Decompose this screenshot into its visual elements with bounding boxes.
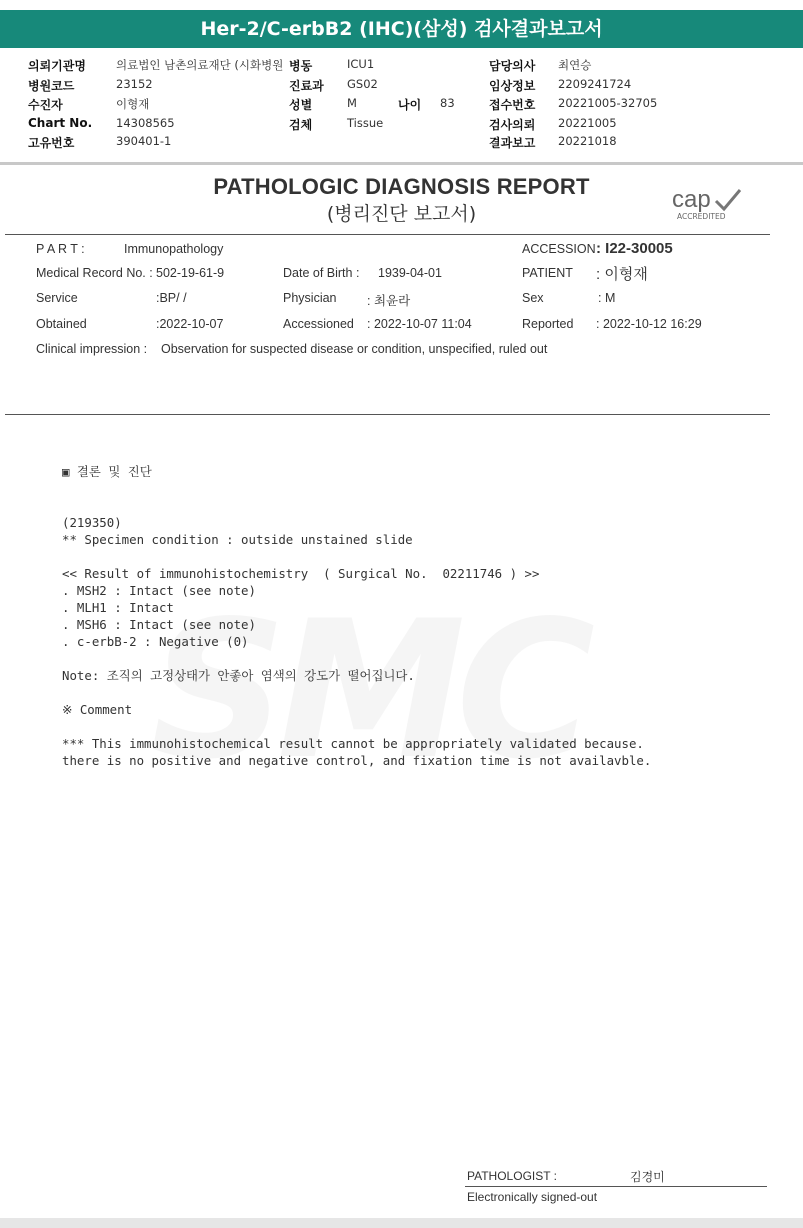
result-heading: << Result of immunohistochemistry ( Surgical No. 02211746 ) >> xyxy=(62,566,540,581)
doctor-label: 담당의사 xyxy=(489,59,536,73)
patient-field-label: PATIENT xyxy=(522,266,573,280)
header-divider xyxy=(0,162,803,165)
chart-no-label: Chart No. xyxy=(28,116,93,130)
unique-no-value: 390401-1 xyxy=(116,134,172,148)
comment-heading: ※ Comment xyxy=(62,702,133,717)
dept-label: 진료과 xyxy=(289,79,324,93)
pathologist-name: 김경미 xyxy=(630,1170,665,1184)
patient-name: 이형재 xyxy=(604,266,648,283)
request-value: 20221005 xyxy=(558,116,617,130)
hospital-code-label: 병원코드 xyxy=(28,79,75,93)
receipt-label: 접수번호 xyxy=(489,98,536,112)
accessioned-value: : 2022-10-07 11:04 xyxy=(367,317,472,331)
institution-label: 의뢰기관명 xyxy=(28,59,86,73)
cap-logo-text: cap xyxy=(672,186,711,213)
doctor-value: 최연승 xyxy=(558,58,592,72)
specimen-condition: ** Specimen condition : outside unstained slide xyxy=(62,532,413,547)
result-msh6: . MSH6 : Intact (see note) xyxy=(62,617,256,632)
service-value: :BP/ / xyxy=(156,291,187,305)
request-label: 검사의뢰 xyxy=(489,118,536,132)
reported-label: Reported xyxy=(522,317,574,331)
clinical-impression-value: Observation for suspected disease or condition, unspecified, ruled out xyxy=(161,342,548,356)
result-cerbb2: . c-erbB-2 : Negative (0) xyxy=(62,634,249,649)
physician-label: Physician xyxy=(283,291,337,305)
diagnosis-body xyxy=(62,446,651,786)
patient-label: 수진자 xyxy=(28,98,63,112)
part-label: P A R T : xyxy=(36,242,85,256)
clinical-info-label: 임상정보 xyxy=(489,79,536,93)
diagnosis-heading: ▣ 결론 및 진단 xyxy=(62,464,152,479)
dob-value: 1939-04-01 xyxy=(378,266,442,280)
patient-colon: : xyxy=(596,266,605,283)
mrn-label: Medical Record No. : xyxy=(36,266,153,280)
diagnosis-note: Note: 조직의 고정상태가 안좋아 염색의 강도가 떨어집니다. xyxy=(62,668,415,683)
accession-value xyxy=(596,240,673,257)
comment-line-2: there is no positive and negative control, and fixation time is not availavble. xyxy=(62,753,652,768)
specimen-label: 검체 xyxy=(289,118,313,132)
patient-field-value xyxy=(596,263,648,284)
chart-no-value: 14308565 xyxy=(116,116,175,130)
result-msh2: . MSH2 : Intact (see note) xyxy=(62,583,256,598)
receipt-value: 20221005-32705 xyxy=(558,96,658,110)
bottom-rule xyxy=(5,414,770,415)
comment-line-1: *** This immunohistochemical result cannot be appropriately validated because. xyxy=(62,736,644,751)
clinical-impression-label: Clinical impression : xyxy=(36,342,148,356)
result-mlh1: . MLH1 : Intact xyxy=(62,600,174,615)
sex-label: 성별 xyxy=(289,98,313,112)
ward-value: ICU1 xyxy=(347,57,375,71)
accession-colon: : xyxy=(596,240,606,257)
ward-label: 병동 xyxy=(289,59,313,73)
age-label: 나이 xyxy=(398,98,422,112)
report-title: PATHOLOGIC DIAGNOSIS REPORT xyxy=(213,174,590,199)
signed-out-text: Electronically signed-out xyxy=(467,1190,598,1204)
service-label: Service xyxy=(36,291,78,305)
accession-number: I22-30005 xyxy=(605,240,673,257)
page-bottom-strip xyxy=(0,1218,803,1228)
obtained-label: Obtained xyxy=(36,317,87,331)
report-subtitle: (병리진단 보고서) xyxy=(326,203,477,225)
clinical-info-value: 2209241724 xyxy=(558,77,632,91)
reported-value: : 2022-10-12 16:29 xyxy=(596,317,702,331)
result-value: 20221018 xyxy=(558,134,617,148)
cap-accredited-text: ACCREDITED xyxy=(677,212,726,221)
mrn-value: 502-19-61-9 xyxy=(156,266,225,280)
top-rule xyxy=(5,234,770,235)
patient-value: 이형재 xyxy=(116,97,150,111)
obtained-value: :2022-10-07 xyxy=(156,317,224,331)
sex-value: M xyxy=(347,96,357,110)
hospital-code-value: 23152 xyxy=(116,77,153,91)
accession-label: ACCESSION xyxy=(522,242,596,256)
accessioned-label: Accessioned xyxy=(283,317,354,331)
diagnosis-code: (219350) xyxy=(62,515,122,530)
sex-field-label: Sex xyxy=(522,291,544,305)
age-value: 83 xyxy=(440,96,455,110)
result-label: 결과보고 xyxy=(489,136,536,150)
pathologist-label: PATHOLOGIST : xyxy=(467,1169,558,1183)
part-value: Immunopathology xyxy=(124,242,224,256)
sex-field-value: : M xyxy=(598,291,616,305)
report-title-bar: Her-2/C-erbB2 (IHC)(삼성) 검사결과보고서 xyxy=(0,10,803,48)
specimen-value: Tissue xyxy=(347,116,384,130)
physician-value: : 최윤라 xyxy=(367,294,411,308)
dept-value: GS02 xyxy=(347,77,378,91)
checkmark-icon xyxy=(714,188,742,212)
signature-rule xyxy=(465,1186,767,1187)
dob-label: Date of Birth : xyxy=(283,266,360,280)
cap-accredited-logo xyxy=(672,186,744,222)
institution-value: 의료법인 남촌의료재단 (시화병원 xyxy=(116,58,284,72)
unique-no-label: 고유번호 xyxy=(28,136,75,150)
